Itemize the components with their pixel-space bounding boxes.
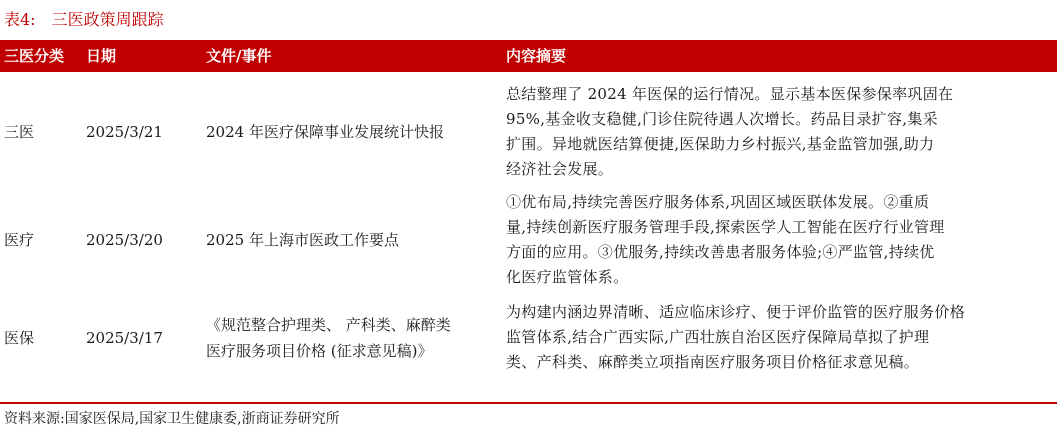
row-event	[206, 312, 451, 364]
table-bottom-rule	[0, 402, 1057, 404]
header-category: 三医分类	[4, 47, 65, 65]
row-summary	[506, 190, 1054, 290]
row-event: 2025 年上海市医政工作要点	[206, 231, 399, 249]
row-date: 2025/3/20	[86, 231, 163, 249]
row-date: 2025/3/17	[86, 329, 163, 347]
header-date: 日期	[86, 47, 117, 65]
summary-line: 扩围。异地就医结算便捷,医保助力乡村振兴,基金监管加强,助力	[506, 135, 935, 153]
header-event: 文件/事件	[206, 47, 272, 65]
caption-label: 表4:	[4, 10, 36, 29]
summary-line: 量,持续创新医疗服务管理手段,探索医学人工智能在医疗行业管理	[506, 218, 945, 236]
row-category: 三医	[4, 123, 35, 141]
summary-line: 方面的应用。③优服务,持续改善患者服务体验;④严监管,持续优	[506, 243, 935, 261]
row-category: 医保	[4, 329, 35, 347]
policy-table	[0, 40, 1057, 398]
row-summary	[506, 82, 1054, 182]
header-summary: 内容摘要	[506, 47, 567, 65]
event-line: 《规范整合护理类、 产科类、麻醉类	[206, 316, 451, 334]
table-row	[0, 192, 1057, 298]
summary-line: 为构建内涵边界清晰、适应临床诊疗、便于评价监管的医疗服务价格	[506, 303, 966, 321]
row-date: 2025/3/21	[86, 123, 163, 141]
summary-line: 95%,基金收支稳健,门诊住院待遇人次增长。药品目录扩容,集采	[506, 110, 938, 128]
event-line: 医疗服务项目价格 (征求意见稿)》	[206, 342, 433, 360]
summary-line: 类、产科类、麻醉类立项指南医疗服务项目价格征求意见稿。	[506, 353, 920, 371]
table-row	[0, 298, 1057, 398]
source-note: 资料来源:国家医保局,国家卫生健康委,浙商证券研究所	[4, 411, 340, 427]
caption-title: 三医政策周跟踪	[51, 10, 164, 29]
table-caption	[4, 6, 164, 34]
summary-line: ①优布局,持续完善医疗服务体系,巩固区域医联体发展。②重质	[506, 193, 930, 211]
summary-line: 总结整理了 2024 年医保的运行情况。显示基本医保参保率巩固在	[506, 85, 954, 103]
table-header	[0, 40, 1057, 72]
table-row	[0, 72, 1057, 192]
summary-line: 监管体系,结合广西实际,广西壮族自治区医疗保障局草拟了护理	[506, 328, 930, 346]
summary-line: 经济社会发展。	[506, 160, 614, 178]
summary-line: 化医疗监管体系。	[506, 268, 629, 286]
row-event: 2024 年医疗保障事业发展统计快报	[206, 123, 444, 141]
row-category: 医疗	[4, 231, 35, 249]
row-summary	[506, 300, 1054, 375]
